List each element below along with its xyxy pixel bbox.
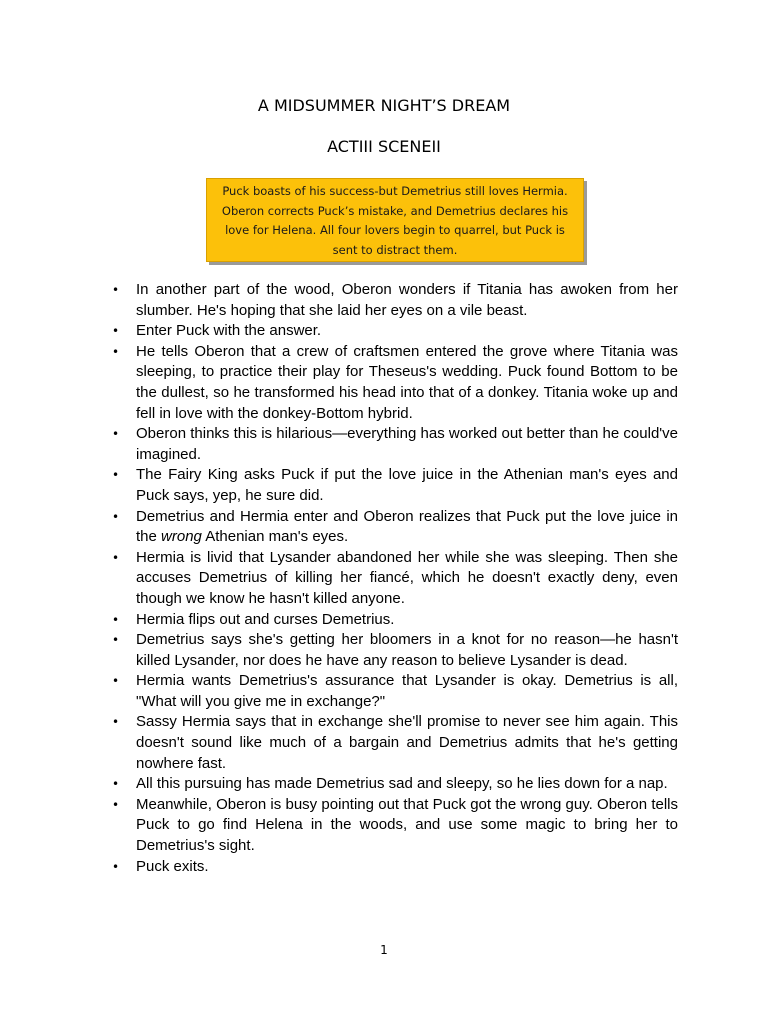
- list-item: [112, 465, 678, 506]
- document-title: A MIDSUMMER NIGHT’S DREAM: [257, 96, 511, 115]
- bullet-icon: •: [112, 797, 120, 812]
- list-item: [112, 610, 678, 631]
- bullet-icon: •: [112, 859, 120, 874]
- list-item: [112, 342, 678, 424]
- scene-summary-text: [213, 182, 577, 260]
- list-item: [112, 630, 678, 671]
- emphasized-word: wrong: [161, 528, 202, 546]
- list-item-text: Hermia flips out and curses Demetrius.: [136, 610, 395, 628]
- list-item-text: Puck exits.: [136, 857, 209, 875]
- bullet-icon: •: [112, 509, 120, 524]
- list-item: [112, 712, 678, 774]
- bullet-icon: •: [112, 283, 120, 297]
- list-item: [112, 507, 678, 548]
- list-item: [112, 857, 678, 878]
- list-item: [112, 321, 678, 342]
- list-item: [112, 795, 678, 857]
- list-item-text: Meanwhile, Oberon is busy pointing out that Puck got the wrong guy. Oberon tells Puck to go find Helena in the woods, and use some magic to bring her to Demetrius's sight.: [136, 795, 678, 855]
- list-item-text: Hermia wants Demetrius's assurance that Lysander is okay. Demetrius is all, "What will you give me in exchange?": [136, 672, 678, 710]
- list-item-text: He tells Oberon that a crew of craftsmen entered the grove where Titania was sleeping, to practice their play for Theseus's wedding. Puck found Bottom to be the dullest, so he transformed his head into that of a donkey. Titania woke up and fell in love with the donkey-Bottom hybrid.: [136, 342, 678, 422]
- plot-bullet-list: [112, 280, 678, 877]
- list-item: [112, 548, 678, 610]
- list-item-text: Demetrius says she's getting her bloomers in a knot for no reason—he hasn't killed Lysander, nor does he have any reason to believe Lysander is dead.: [136, 631, 678, 669]
- bullet-icon: •: [112, 633, 120, 648]
- scene-summary-box: [206, 178, 584, 262]
- page-number: 1: [380, 943, 388, 957]
- list-item-text-start: Demetrius and Hermia enter and Oberon realizes that Puck put the love juice in the: [136, 507, 678, 546]
- list-item: [112, 424, 678, 465]
- bullet-icon: •: [112, 344, 120, 359]
- list-item: [112, 774, 678, 795]
- bullet-icon: •: [112, 777, 120, 792]
- bullet-icon: •: [112, 550, 120, 565]
- list-item-text: All this pursuing has made Demetrius sad and sleepy, so he lies down for a nap.: [136, 775, 668, 793]
- document-subtitle: ACTIII SCENEII: [327, 137, 441, 156]
- list-item-text: Sassy Hermia says that in exchange she'll promise to never see him again. This doesn't sound like much of a bargain and Demetrius admits that he's getting nowhere fast.: [136, 713, 678, 772]
- bullet-icon: •: [112, 674, 120, 689]
- list-item-text-end: Athenian man's eyes.: [201, 528, 349, 546]
- summary-line: Oberon corrects Puck’s mistake, and Demetrius declares his: [221, 203, 569, 218]
- list-item-text: Hermia is livid that Lysander abandoned her while she was sleeping. Then she accuses Demetrius of killing her fiancé, which he doesn't exactly deny, even though we know he hasn't killed anyone.: [136, 548, 678, 607]
- list-item-text: [136, 508, 678, 546]
- list-item-text: Enter Puck with the answer.: [136, 322, 322, 340]
- bullet-icon: •: [112, 427, 120, 442]
- bullet-icon: •: [112, 468, 120, 483]
- list-item-text: The Fairy King asks Puck if put the love juice in the Athenian man's eyes and Puck says, yep, he sure did.: [136, 466, 678, 504]
- list-item: [112, 280, 678, 321]
- bullet-icon: •: [112, 324, 120, 339]
- list-item-text: Oberon thinks this is hilarious—everything has worked out better than he could've imagined.: [136, 425, 678, 463]
- list-item-text: In another part of the wood, Oberon wonders if Titania has awoken from her slumber. He's hoping that she laid her eyes on a vile beast.: [136, 281, 678, 319]
- bullet-icon: •: [112, 715, 120, 730]
- summary-line: sent to distract them.: [332, 242, 458, 257]
- bullet-icon: •: [112, 612, 120, 627]
- summary-line: love for Helena. All four lovers begin to quarrel, but Puck is: [225, 223, 565, 237]
- summary-line: Puck boasts of his success-but Demetrius still loves Hermia.: [222, 184, 568, 198]
- list-item: [112, 671, 678, 712]
